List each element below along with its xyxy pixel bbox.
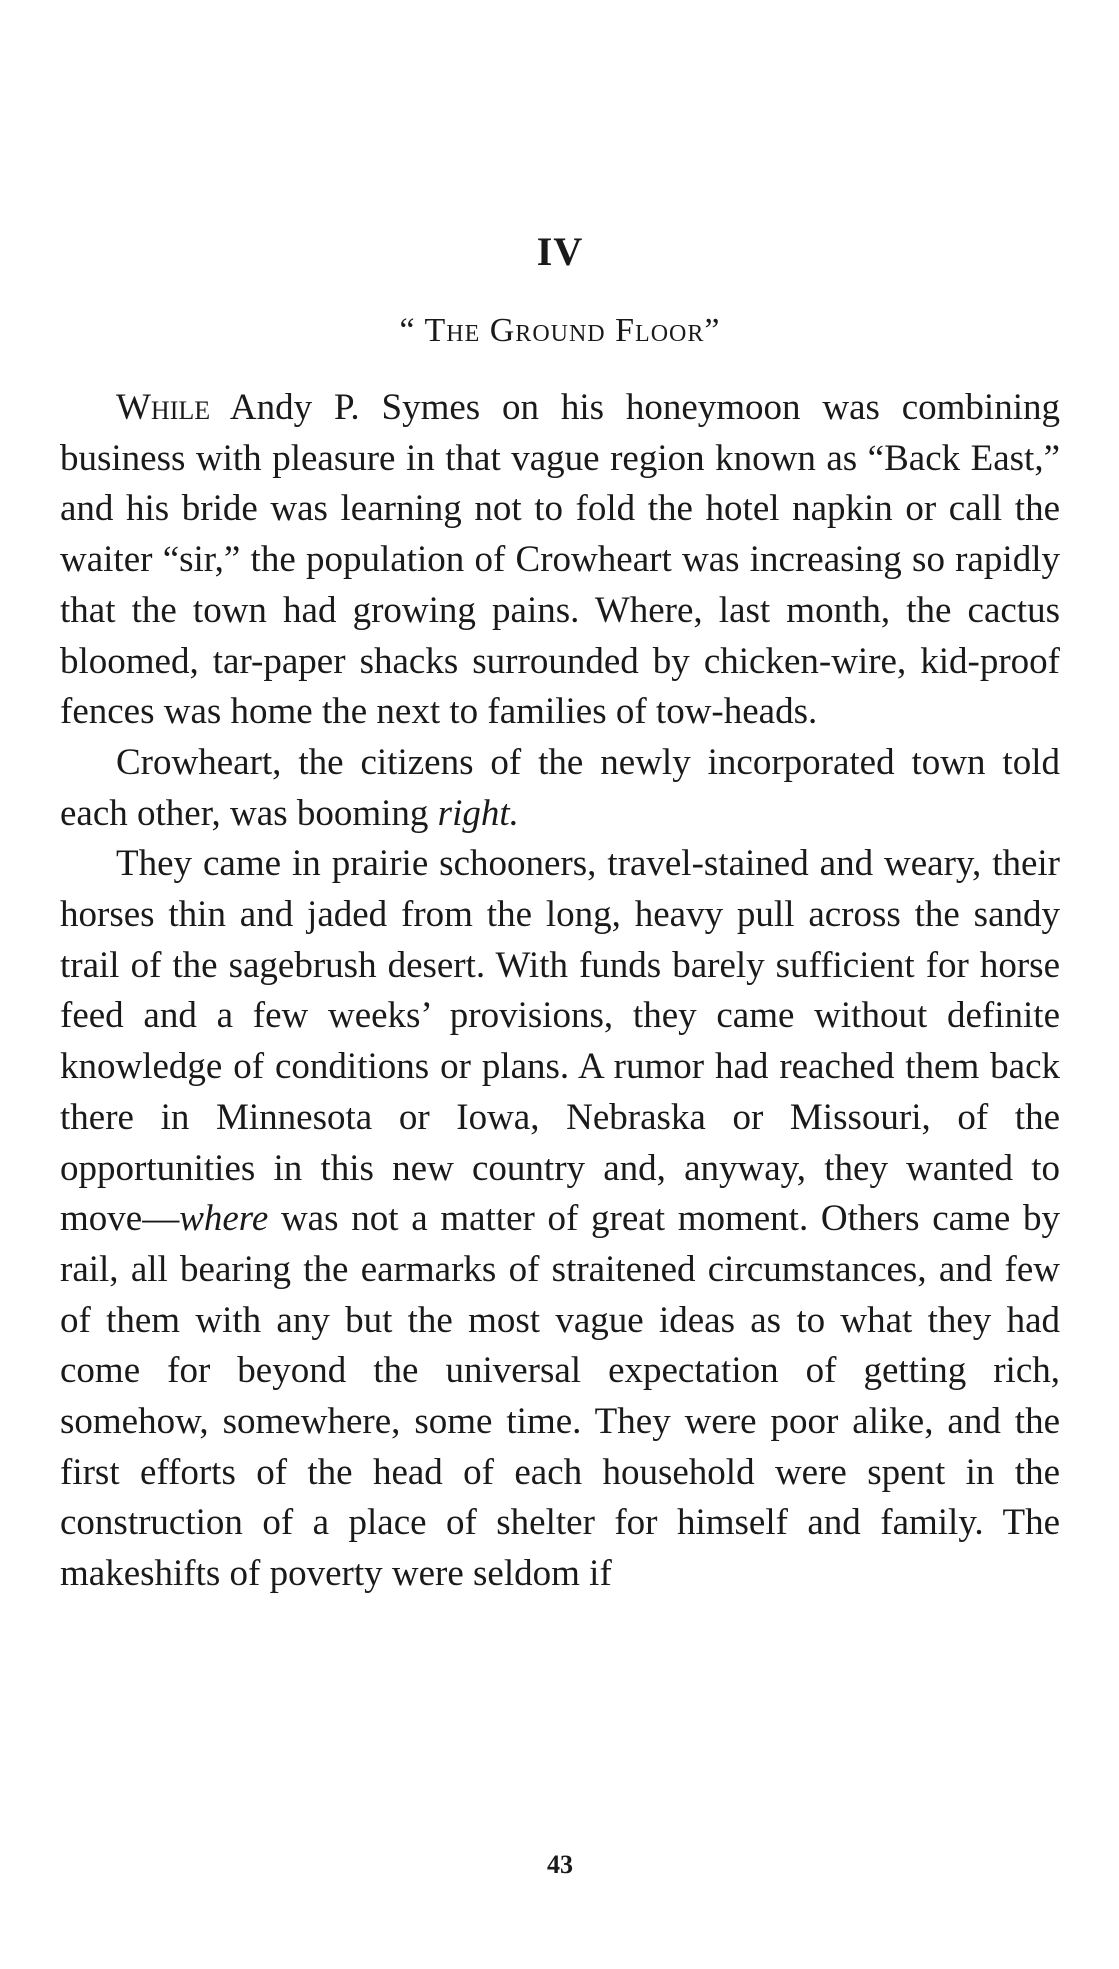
- paragraph-3-text-a: They came in prairie schooners, travel-stained and weary, their horses thin and jaded from the long, heavy pull across the sandy trail of the sagebrush desert. With funds barely sufficient for horse feed and a few weeks’ provisions, they came without definite knowledge of conditions or plans. A rumor had reached them back there in Minnesota or Iowa, Nebraska or Missouri, of the opportunities in this new country and, anyway, they wanted to move—: [60, 843, 1060, 1240]
- paragraph-2-emphasis: right.: [437, 792, 519, 834]
- paragraph-3-text-b: was not a matter of great moment. Others came by rail, all bearing the earmarks of straitened circumstances, and few of them with any but the most vague ideas as to what they had come for beyond the universal expectation of getting rich, somehow, somewhere, some time. They were poor alike, and the first efforts of the head of each household were spent in the construction of a place of shelter for himself and family. The makeshifts of poverty were seldom if: [60, 1198, 1060, 1595]
- paragraph-1-lead-word: While: [116, 387, 211, 428]
- paragraph-1: [60, 383, 1060, 738]
- paragraph-1-text: Andy P. Symes on his honeymoon was combining business with pleasure in that vague region known as “Back East,” and his bride was learning not to fold the hotel napkin or call the waiter “sir,” the population of Crowheart was increasing so rapidly that the town had growing pains. Where, last month, the cactus bloomed, tar-paper shacks surrounded by chicken-wire, kid-proof fences was home the next to families of tow-heads.: [60, 387, 1060, 733]
- chapter-body: [60, 383, 1060, 1600]
- book-page: [60, 0, 1060, 1969]
- chapter-title: “ The Ground Floor”: [399, 312, 721, 349]
- page-number: 43: [547, 1850, 573, 1879]
- chapter-number: IV: [536, 229, 584, 274]
- paragraph-3: [60, 839, 1060, 1600]
- paragraph-2-text: Crowheart, the citizens of the newly incorporated town told each other, was booming: [60, 741, 1060, 834]
- paragraph-3-emphasis: where: [179, 1198, 269, 1240]
- paragraph-2: [60, 738, 1060, 839]
